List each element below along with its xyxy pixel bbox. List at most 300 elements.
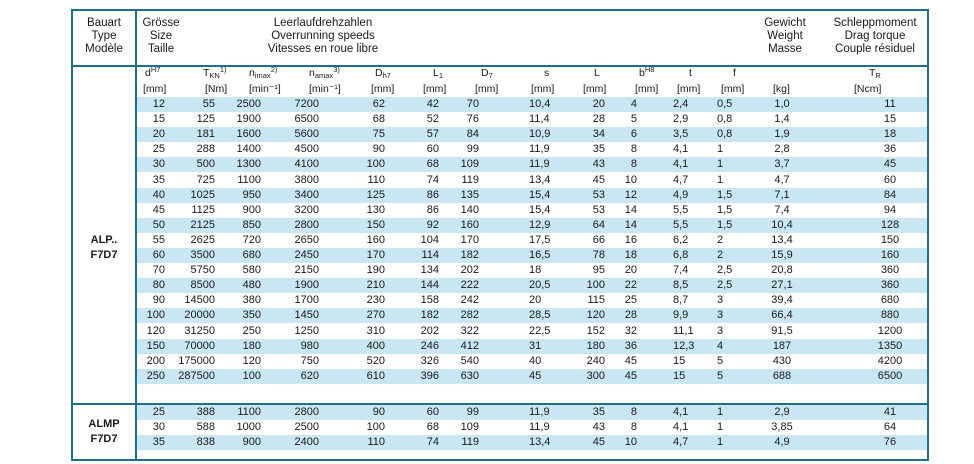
table-cell: 250 (146, 369, 165, 382)
table-row (137, 173, 927, 188)
table-cell: 222 (460, 279, 479, 292)
table-row (137, 308, 927, 323)
table-cell: 125 (366, 188, 385, 201)
table-cell: 20 (529, 294, 542, 307)
table-cell: 4 (717, 339, 724, 352)
table-cell: 31250 (184, 324, 215, 337)
table-cell: 4100 (294, 158, 319, 171)
table-cell: 187 (772, 339, 792, 352)
table-cell: 150 (880, 233, 900, 246)
table-cell: 1900 (294, 279, 319, 292)
table-cell: 588 (196, 421, 215, 434)
table-cell: 20000 (184, 309, 215, 322)
table-cell: 6,2 (673, 233, 689, 246)
table-cell: 53 (592, 188, 605, 201)
table-header (73, 11, 927, 67)
table-cell: 20 (592, 98, 605, 110)
table-cell: 5 (717, 369, 724, 382)
table-cell: 15 (673, 369, 686, 382)
table-cell: 3500 (190, 249, 215, 261)
table-row (137, 354, 927, 369)
table-cell: 66 (592, 233, 605, 246)
table-cell: 270 (366, 309, 385, 322)
table-cell: 2800 (294, 406, 319, 418)
table-cell: 7,4 (673, 264, 689, 277)
table-cell: 100 (366, 421, 385, 434)
table-cell: 100 (586, 279, 605, 292)
table-cell: 2,4 (673, 98, 689, 110)
table-cell: 8500 (190, 279, 215, 292)
table-cell: 119 (461, 436, 479, 449)
table-cell: 100 (242, 369, 261, 382)
table-cell: 27,1 (771, 279, 793, 292)
table-cell: 242 (460, 294, 479, 307)
table-cell: 70000 (184, 339, 215, 352)
table-cell: 900 (242, 203, 261, 216)
table-cell: 10 (624, 173, 637, 186)
table-cell: 92 (426, 218, 439, 231)
table-cell: 5,5 (673, 203, 689, 216)
table-cell: 130 (366, 203, 385, 216)
table-cell: 1100 (237, 173, 261, 186)
table-cell: 22 (624, 279, 637, 292)
table-row (137, 278, 927, 293)
table-cell: 1 (717, 421, 724, 434)
table-row (137, 248, 927, 263)
table-cell: 14 (624, 218, 637, 231)
table-cell: 2,9 (774, 406, 790, 418)
table-cell: 540 (460, 354, 479, 367)
table-cell: 288 (196, 143, 215, 156)
table-cell: 240 (586, 354, 605, 367)
table-row (137, 293, 927, 308)
table-cell: 60 (883, 173, 897, 186)
table-cell: 25 (152, 406, 165, 418)
table-cell: 396 (420, 369, 439, 382)
symbol-tkn: $T_{KN}^{1)}$ (203, 65, 227, 80)
table-cell: 326 (420, 354, 439, 367)
table-cell: 2 (717, 249, 724, 261)
table-cell: 380 (242, 294, 261, 307)
table-cell: 182 (460, 249, 479, 261)
table-cell: 76 (466, 113, 479, 126)
table-cell: 4,1 (673, 143, 689, 156)
table-cell: 4200 (877, 354, 903, 367)
table-cell: 18 (883, 128, 897, 141)
unit-b: [mm] (635, 83, 659, 95)
table-cell: 40 (529, 354, 542, 367)
header-schleppmoment: Schleppmoment Drag torque Couple résiduel (833, 17, 917, 55)
table-cell: 4,1 (673, 421, 689, 434)
table-cell: 4,1 (673, 158, 689, 171)
table-cell: 10,4 (771, 218, 793, 231)
table-cell: 182 (420, 309, 439, 322)
table-cell: 160 (460, 218, 479, 231)
table-cell: 630 (460, 369, 479, 382)
table-cell: 12,9 (529, 218, 551, 231)
table-cell: 5600 (294, 128, 319, 141)
table-cell: 310 (366, 324, 385, 337)
table-cell: 900 (242, 436, 261, 449)
table-cell: 3,85 (771, 421, 793, 434)
table-cell: 140 (460, 203, 479, 216)
table-row (137, 188, 927, 203)
table-cell: 3,7 (774, 158, 790, 171)
table-cell: 22,5 (529, 324, 551, 337)
table-row (137, 112, 927, 127)
symbol-tr: $T_R$ (869, 67, 881, 80)
table-cell: 8 (630, 406, 637, 418)
table-cell: 8,5 (673, 279, 689, 292)
table-row (137, 233, 927, 248)
table-cell: 115 (587, 294, 605, 307)
table-cell: 4500 (294, 143, 319, 156)
table-cell: 0,8 (717, 113, 733, 126)
symbol-namax: $n_{amax}^{3)}$ (309, 65, 340, 80)
table-cell: 6500 (877, 369, 903, 382)
table-cell: 2,5 (717, 279, 733, 292)
table-cell: 36 (883, 143, 897, 156)
table-cell: 0,8 (717, 128, 733, 141)
table-cell: 86 (426, 188, 439, 201)
table-cell: 11,4 (529, 113, 550, 126)
table-cell: 86 (426, 203, 439, 216)
table-cell: 43 (592, 158, 605, 171)
table-cell: 36 (624, 339, 637, 352)
table-row (137, 203, 927, 218)
table-cell: 78 (592, 249, 605, 261)
table-cell: 1900 (236, 113, 261, 126)
table-cell: 10,9 (529, 128, 551, 141)
table-cell: 28 (592, 113, 605, 126)
table-cell: 120 (242, 354, 261, 367)
table-cell: 20,5 (529, 279, 551, 292)
table-cell: 750 (300, 354, 319, 367)
table-cell: 430 (772, 354, 792, 367)
table-cell: 287500 (178, 369, 215, 382)
table-cell: 720 (242, 233, 261, 246)
table-cell: 90 (372, 406, 385, 418)
table-cell: 15 (152, 113, 165, 126)
header-bauart: Bauart Type Modèle (85, 17, 123, 55)
table-cell: 43 (592, 421, 605, 434)
table-cell: 3200 (294, 203, 319, 216)
table-cell: 1 (717, 406, 724, 418)
table-cell: 31 (529, 339, 542, 352)
table-cell: 80 (152, 279, 165, 292)
table-cell: 8 (630, 158, 637, 171)
table-cell: 7200 (294, 98, 319, 110)
symbol-t: t (689, 67, 692, 79)
table-cell: 3 (717, 294, 724, 307)
table-row (137, 405, 927, 420)
table-cell: 55 (202, 98, 215, 110)
table-cell: 1,5 (717, 188, 733, 201)
group-label-almp: ALMP F7D7 (88, 418, 120, 445)
table-cell: 66,4 (771, 309, 793, 322)
table-cell: 18 (624, 249, 637, 261)
table-cell: 230 (366, 294, 385, 307)
table-cell: 28 (624, 309, 637, 322)
header-gewicht: Gewicht Weight Masse (764, 17, 806, 55)
table-cell: 55 (152, 233, 165, 246)
table-cell: 70 (152, 264, 165, 277)
table-cell: 53 (592, 203, 605, 216)
table-cell: 175000 (178, 354, 215, 367)
table-cell: 838 (196, 436, 215, 449)
table-cell: 20 (152, 128, 165, 141)
table-cell: 32 (624, 324, 637, 337)
table-cell: 100 (366, 158, 385, 171)
table-cell: 104 (420, 233, 439, 246)
table-cell: 5750 (190, 264, 215, 277)
table-row (137, 435, 927, 450)
table-cell: 17,5 (529, 233, 551, 246)
unit-d7: [mm] (475, 83, 499, 95)
unit-l1: [mm] (423, 83, 447, 95)
table-cell: 7,1 (774, 188, 790, 201)
table-cell: 76 (883, 436, 897, 449)
table-cell: 1,5 (717, 218, 733, 231)
table-cell: 35 (592, 406, 605, 418)
table-cell: 158 (420, 294, 439, 307)
table-cell: 57 (426, 128, 439, 141)
symbol-d: $d^{H7}$ (145, 65, 161, 79)
table-cell: 170 (460, 233, 479, 246)
table-cell: 1350 (877, 339, 903, 352)
table-cell: 1,0 (774, 98, 790, 110)
table-cell: 12,3 (673, 339, 695, 352)
table-cell: 20,8 (771, 264, 793, 277)
table-cell: 1450 (294, 309, 319, 322)
table-cell: 110 (367, 173, 385, 186)
table-cell: 500 (196, 158, 215, 171)
symbol-f: f (733, 67, 736, 79)
symbol-d7: $D_7$ (481, 67, 493, 80)
table-cell: 16 (624, 233, 637, 246)
table-cell: 0,5 (717, 98, 733, 110)
table-cell: 41 (883, 406, 897, 418)
unit-l: [mm] (583, 83, 607, 95)
table-cell: 480 (242, 279, 261, 292)
table-cell: 109 (460, 158, 479, 171)
table-cell: 1,9 (774, 128, 790, 141)
table-cell: 144 (420, 279, 439, 292)
table-cell: 880 (880, 309, 900, 322)
table-row (137, 324, 927, 339)
table-cell: 1 (717, 143, 724, 156)
symbol-s: s (544, 67, 550, 79)
table-cell: 13,4 (529, 173, 551, 186)
table-cell: 250 (242, 324, 261, 337)
table-cell: 35 (152, 173, 165, 186)
table-cell: 400 (366, 339, 385, 352)
table-cell: 160 (366, 233, 385, 246)
table-cell: 3800 (294, 173, 319, 186)
table-cell: 30 (152, 158, 165, 171)
symbol-nimax: $n_{imax}^{2)}$ (249, 65, 278, 80)
table-row (137, 420, 927, 435)
table-row (137, 157, 927, 172)
table-cell: 94 (883, 203, 897, 216)
table-cell: 15,4 (529, 188, 551, 201)
table-cell: 680 (242, 249, 261, 261)
table-cell: 3 (717, 324, 724, 337)
table-cell: 680 (880, 294, 900, 307)
table-cell: 60 (426, 143, 439, 156)
table-cell: 11,9 (529, 143, 550, 156)
table-cell: 52 (426, 113, 439, 126)
table-cell: 350 (242, 309, 261, 322)
table-cell: 40 (152, 188, 165, 201)
table-cell: 64 (592, 218, 605, 231)
table-cell: 2,8 (774, 143, 790, 156)
symbol-dh: $D_{h7}$ (375, 67, 391, 80)
table-cell: 412 (460, 339, 479, 352)
table-cell: 202 (420, 324, 439, 337)
table-cell: 90 (372, 143, 385, 156)
table-cell: 11,1 (673, 324, 694, 337)
unit-dh: [mm] (371, 83, 395, 95)
table-cell: 5 (717, 354, 724, 367)
table-cell: 14 (624, 203, 637, 216)
table-cell: 35 (592, 143, 605, 156)
table-cell: 60 (152, 249, 165, 261)
table-cell: 2400 (294, 436, 319, 449)
table-cell: 84 (466, 128, 479, 141)
table-cell: 110 (367, 436, 385, 449)
table-cell: 128 (880, 218, 900, 231)
table-cell: 1025 (190, 188, 215, 201)
table-cell: 1700 (294, 294, 319, 307)
table-cell: 1 (717, 158, 724, 171)
table-cell: 11,9 (529, 158, 550, 171)
table-cell: 35 (152, 436, 165, 449)
table-cell: 4 (630, 98, 637, 110)
table-cell: 9,9 (673, 309, 689, 322)
table-cell: 152 (586, 324, 605, 337)
table-cell: 135 (460, 188, 479, 201)
table-cell: 4,9 (774, 436, 790, 449)
table-cell: 68 (426, 421, 439, 434)
table-cell: 90 (152, 294, 165, 307)
table-cell: 360 (880, 279, 900, 292)
table-cell: 62 (372, 98, 385, 110)
table-cell: 610 (366, 369, 385, 382)
table-cell: 12 (152, 98, 165, 110)
table-cell: 1100 (237, 406, 261, 418)
table-cell: 1600 (236, 128, 261, 141)
unit-kg: [kg] (773, 83, 790, 95)
table-cell: 1 (717, 436, 724, 449)
table-cell: 125 (196, 113, 215, 126)
table-cell: 1300 (236, 158, 261, 171)
table-cell: 2150 (294, 264, 319, 277)
table-row (137, 97, 927, 112)
table-cell: 10,4 (529, 98, 551, 110)
group-label-alp: ALP.. F7D7 (90, 234, 118, 261)
table-cell: 45 (624, 369, 637, 382)
table-cell: 15,4 (529, 203, 551, 216)
unit-t: [mm] (677, 83, 701, 95)
table-cell: 99 (466, 406, 479, 418)
table-cell: 7,4 (774, 203, 790, 216)
table-cell: 620 (300, 369, 319, 382)
table-cell: 114 (421, 249, 439, 261)
table-cell: 2450 (294, 249, 319, 261)
table-cell: 45 (592, 173, 605, 186)
header-groesse: Grösse Size Taille (142, 17, 180, 55)
table-cell: 119 (461, 173, 479, 186)
table-cell: 13,4 (771, 233, 793, 246)
table-cell: 950 (242, 188, 261, 201)
table-cell: 45 (624, 354, 637, 367)
table-cell: 150 (146, 339, 165, 352)
table-cell: 3400 (294, 188, 319, 201)
table-cell: 12 (624, 188, 637, 201)
table-row (137, 369, 927, 384)
table-cell: 210 (366, 279, 385, 292)
table-cell: 580 (242, 264, 261, 277)
table-cell: 160 (880, 249, 900, 261)
table-cell: 15,9 (771, 249, 793, 261)
table-cell: 5 (630, 113, 637, 126)
table-cell: 1,5 (717, 203, 733, 216)
table-cell: 2,5 (717, 264, 733, 277)
table-cell: 100 (146, 309, 165, 322)
table-cell: 120 (146, 324, 165, 337)
table-cell: 181 (196, 128, 215, 141)
symbol-l: L (594, 67, 600, 79)
table-cell: 25 (152, 143, 165, 156)
table-cell: 10 (624, 436, 637, 449)
table-cell: 18 (529, 264, 542, 277)
table-cell: 1 (717, 173, 724, 186)
table-cell: 1200 (877, 324, 903, 337)
table-cell: 6 (630, 128, 637, 141)
table-cell: 1250 (294, 324, 319, 337)
table-cell: 34 (592, 128, 605, 141)
table-cell: 4,7 (774, 173, 790, 186)
table-cell: 300 (586, 369, 605, 382)
data-table-frame (71, 9, 929, 461)
table-cell: 180 (242, 339, 261, 352)
table-cell: 850 (242, 218, 261, 231)
table-cell: 1125 (191, 203, 215, 216)
table-cell: 74 (426, 173, 439, 186)
table-cell: 68 (372, 113, 385, 126)
symbol-b: $b^{H8}$ (639, 65, 655, 79)
table-cell: 322 (460, 324, 479, 337)
unit-ncm: [Ncm] (854, 83, 882, 95)
table-cell: 91,5 (771, 324, 793, 337)
table-cell: 4,9 (673, 188, 689, 201)
table-row (137, 127, 927, 142)
table-cell: 1,4 (774, 113, 790, 126)
unit-nimax: [min⁻¹] (249, 83, 281, 95)
table-cell: 1400 (236, 143, 261, 156)
table-cell: 50 (152, 218, 165, 231)
header-drehzahlen: Leerlaufdrehzahlen Overrunning speeds Vitesses en roue libre (267, 17, 379, 55)
table-cell: 200 (146, 354, 165, 367)
table-cell: 120 (586, 309, 605, 322)
table-cell: 134 (420, 264, 439, 277)
table-cell: 725 (196, 173, 215, 186)
table-cell: 4,1 (673, 406, 689, 418)
table-row (137, 339, 927, 354)
table-cell: 11,9 (529, 406, 550, 418)
table-row (137, 218, 927, 233)
